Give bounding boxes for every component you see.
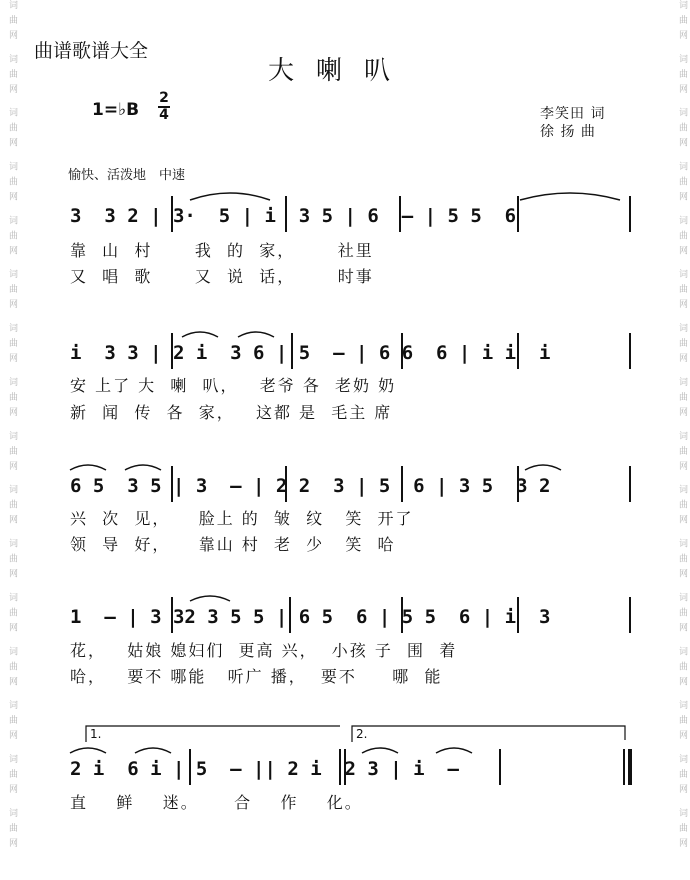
site-label: 曲谱歌谱大全 [34, 40, 149, 62]
system-3-lyrics-verse-2: 领 导 好， 靠山 村 老 少 笑 哈 [70, 535, 396, 554]
system-5-lyrics: 直 鲜 迷。 合 作 化。 [70, 793, 363, 812]
slur [190, 193, 270, 200]
system-2-lyrics-verse-1: 安 上了 大 喇 叭， 老爷 各 老奶 奶 [70, 376, 397, 395]
lyricist-credit: 李笑田 词 [540, 106, 606, 122]
system-4-lyrics-verse-2: 哈， 要不 哪能 听广 播， 要不 哪 能 [70, 667, 443, 686]
slur [525, 465, 561, 470]
slur [238, 332, 274, 337]
volta-2-label: 2. [356, 727, 368, 741]
slur [190, 596, 230, 601]
system-4-notes: 1 — | 3 32 3 5 5 | 6 5 6 | 5 5 6 | i 3 [70, 606, 551, 628]
system-1-notes: 3 3 2 | 3· 5 | i 3 5 | 6 — | 5 5 6 [70, 205, 517, 227]
slur [70, 465, 106, 470]
volta-1-label: 1. [90, 727, 102, 741]
volta-2-bracket [352, 726, 625, 742]
slur [135, 748, 171, 753]
slurs [70, 193, 620, 753]
key-signature: 1=♭B [92, 100, 140, 120]
system-1-lyrics-verse-1: 靠 山 村 我 的 家， 社里 [70, 241, 374, 260]
system-5-notes: 2 i 6 i | 5 — || 2 i 2 3 | i — [70, 758, 459, 780]
time-signature-bottom: 4 [159, 107, 169, 123]
watermark-text: 词曲网 词曲网 词曲网 词曲网 词曲网 词曲网 词曲网 词曲网 词曲网 词曲网 词曲网 词曲网 词曲网 词曲网 词曲网 词曲网 [677, 0, 687, 853]
watermark-text: 词曲网 词曲网 词曲网 词曲网 词曲网 词曲网 词曲网 词曲网 词曲网 词曲网 词曲网 词曲网 词曲网 词曲网 词曲网 词曲网 [7, 0, 17, 853]
song-title: 大喇叭 [268, 56, 413, 86]
volta-1-bracket [86, 726, 340, 742]
system-3-lyrics-verse-1: 兴 次 见， 脸上 的 皱 纹 笑 开了 [70, 509, 414, 528]
system-3-notes: 6 5 3 5 | 3 — | 2 2 3 | 5 6 | 3 5 3 2 [70, 475, 551, 497]
time-signature-top: 2 [159, 90, 169, 106]
system-2-lyrics-verse-2: 新 闻 传 各 家， 这都 是 毛主 席 [70, 403, 393, 422]
system-4-lyrics-verse-1: 花， 姑娘 媳妇们 更高 兴， 小孩 子 围 着 [70, 641, 458, 660]
slur [520, 193, 620, 200]
system-1-lyrics-verse-2: 又 唱 歌 又 说 话， 时事 [70, 267, 374, 286]
system-2-notes: i 3 3 | 2 i 3 6 | 5 — | 6 6 6 | i i i [70, 342, 551, 364]
slur [182, 332, 218, 337]
volta-brackets [86, 726, 625, 742]
slur [70, 748, 106, 753]
slur [362, 748, 398, 753]
composer-credit: 徐 扬 曲 [540, 124, 596, 140]
bar-lines [172, 196, 630, 785]
slur [436, 748, 472, 753]
slur [125, 465, 161, 470]
tempo-marking: 愉快、活泼地 中速 [68, 168, 186, 183]
